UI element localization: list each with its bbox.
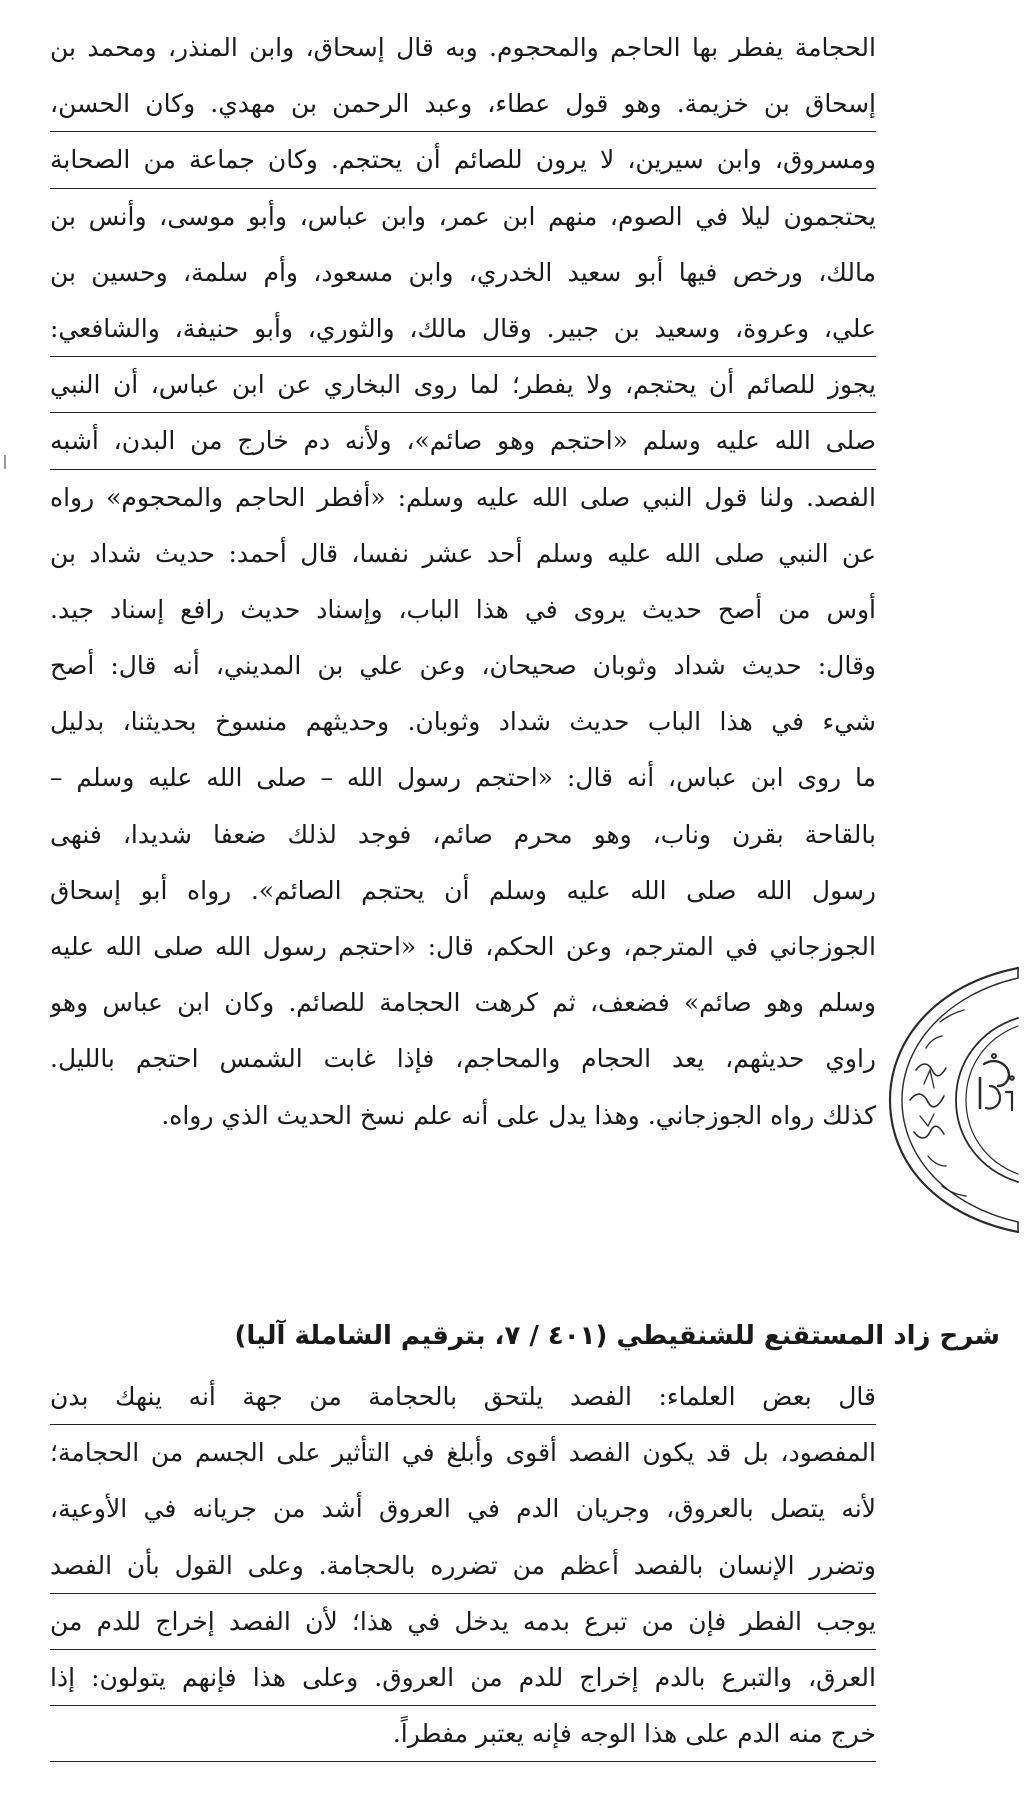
text-line: العرق، والتبرع بالدم إخراج للدم من العروق. وعلى هذا فإنهم يتولون: إذا [50,1650,876,1706]
text-line: صلى الله عليه وسلم «احتجم وهو صائم»، ولأنه دم خارج من البدن، أشبه [50,413,876,469]
text-line: لأنه يتصل بالعروق، وجريان الدم في العروق أشد من جريانه في الأوعية، [50,1494,876,1524]
text-line: أوس من أصح حديث يروى في هذا الباب، وإسناد حديث رافع إسناد جيد. [50,594,876,624]
text-line: المفصود، بل قد يكون الفصد أقوى وأبلغ في التأثير على الجسم من الحجامة؛ [50,1438,876,1468]
text-line: رسول الله صلى الله عليه وسلم أن يحتجم الصائم». رواه أبو إسحاق [50,875,876,905]
text-line: وسلم وهو صائم» فضعف، ثم كرهت الحجامة للصائم. وكان ابن عباس وهو [50,988,876,1018]
text-line: عن النبي صلى الله عليه وسلم أحد عشر نفسا، قال أحمد: حديث شداد بن [50,538,876,568]
text-line: الجوزجاني في المترجم، وعن الحكم، قال: «احتجم رسول الله صلى الله عليه [50,932,876,961]
text-line: وتضرر الإنسان بالفصد أعظم من تضرره بالحجامة. وعلى القول بأن الفصد [50,1538,876,1594]
crescent-seal-stamp-icon [876,960,1024,1240]
scan-mark [4,455,6,469]
text-line: علي، وعروة، وسعيد بن جبير. وقال مالك، والثوري، وأبو حنيفة، والشافعي: [50,301,876,357]
text-line: الحجامة يفطر بها الحاجم والمحجوم. وبه قال إسحاق، وابن المنذر، ومحمد بن [50,33,876,62]
text-line: الفصد. ولنا قول النبي صلى الله عليه وسلم: «أفطر الحاجم والمحجوم» رواه [50,482,876,512]
text-line: بالقاحة بقرن وناب، وهو محرم صائم، فوجد لذلك ضعفا شديدا، فنهى [50,819,876,849]
text-line: وقال: حديث شداد وثوبان صحيحان، وعن علي بن المديني، أنه قال: أصح [50,651,876,681]
text-line: ما روى ابن عباس، أنه قال: «احتجم رسول الله – صلى الله عليه وسلم – [50,763,876,793]
text-block-bottom [50,1369,876,1762]
text-line: راوي حديثهم، يعد الحجام والمحاجم، فإذا غابت الشمس احتجم بالليل. [50,1044,876,1074]
text-line: خرج منه الدم على هذا الوجه فإنه يعتبر مفطراً. [50,1706,876,1762]
section-heading: شرح زاد المستقنع للشنقيطي (٤٠١ / ٧، بترقيم الشاملة آليا) [234,1321,1000,1351]
text-block-top [50,20,876,1144]
text-line: يحتجمون ليلا في الصوم، منهم ابن عمر، وابن عباس، وأبو موسى، وأنس بن [50,201,876,231]
text-line: شيء في هذا الباب حديث شداد وثوبان. وحديثهم منسوخ بحديثنا، بدليل [50,707,876,737]
text-line: يجوز للصائم أن يحتجم، ولا يفطر؛ لما روى البخاري عن ابن عباس، أن النبي [50,357,876,413]
text-line: إسحاق بن خزيمة. وهو قول عطاء، وعبد الرحمن بن مهدي. وكان الحسن، [50,76,876,132]
text-line: كذلك رواه الجوزجاني. وهذا يدل على أنه علم نسخ الحديث الذي رواه. [161,1100,876,1130]
text-line: ومسروق، وابن سيرين، لا يرون للصائم أن يحتجم. وكان جماعة من الصحابة [50,132,876,188]
text-line: يوجب الفطر فإن من تبرع بدمه يدخل في هذا؛ لأن الفصد إخراج للدم من [50,1594,876,1650]
text-line: قال بعض العلماء: الفصد يلتحق بالحجامة من جهة أنه ينهك بدن [50,1369,876,1425]
text-line: مالك، ورخص فيها أبو سعيد الخدري، وابن مسعود، وأم سلمة، وحسين بن [50,257,876,287]
